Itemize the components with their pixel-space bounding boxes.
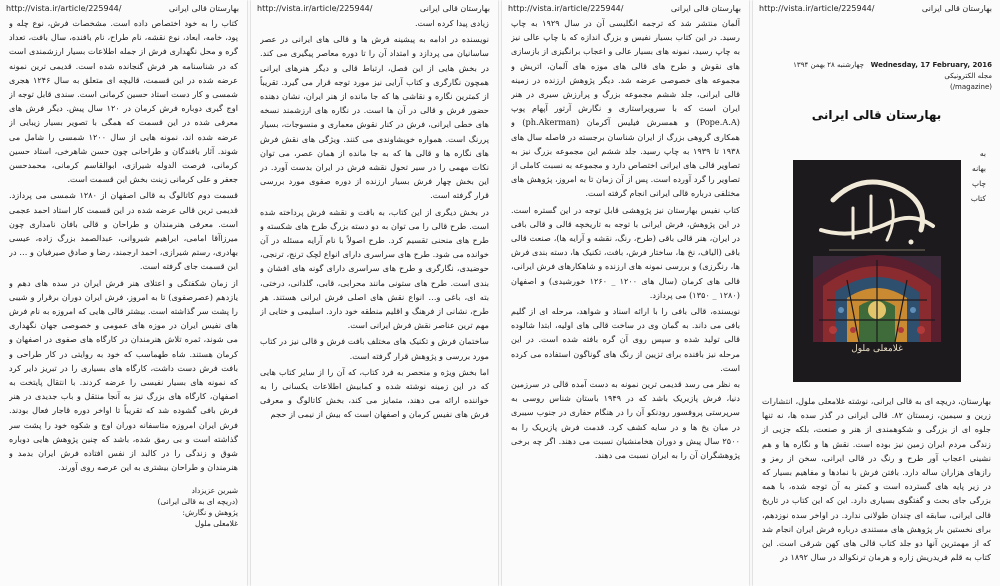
- signature-line: پژوهش و نگارش:: [182, 507, 238, 517]
- paragraph: کتاب نفیس بهارستان نیز پژوهشی قابل توجه در این گستره است. در این پژوهش، فرش ایرانی با توجه به تاریخچه قالی و قالی بافی در ایران، هنر قالی باقی (طرح، رنگ، نقشه و آرایه ها)، صنعت قالی باقی (الیاف، نخ ها، ساختار فرش، بافت، تکنیک ها، دسته بندی فرش ها، رنگرزی) و بررسی نمونه های ارزنده و شاهکارهای فرش ایرانی، قالی های کرمان (سال های ۱۲۰۰ _ ۱۲۶۰ خورشیدی) و اصفهان (۱۲۸۰ _ ۱۳۵۰) می پردازد.: [511, 204, 740, 300]
- article-text: [9, 16, 238, 582]
- paragraph: ساختمان فرش و تکنیک های مختلف بافت فرش و قالی نیز در کتاب مورد بررسی و پژوهش قرار گرفته است.: [260, 336, 489, 361]
- mosaic-pattern: [813, 255, 941, 342]
- signature-line: شیرین عزیزداد: [191, 485, 238, 495]
- tag-item[interactable]: کتاب: [970, 194, 986, 203]
- book-caption: بهارستان، دریچه ای به قالی ایرانی، نوشته غلامعلی ملول، انتشارات زرین و سیمین، زمستان ۸۲. قالی ایرانی در گذر سده ها، نه تنها جلوه ای از بزرگی و شکوهمندی از هنر و صنعت، بلکه جزیی از زندگی مردم ایران زمین نیز بوده است. نقش ها و نگاره ها و هم نشینی اعجاب آور طرح و رنگ در قالی ایرانی، سخن از رمز و رازهای هزاران ساله دارد. بافتن فرش با نمادها و مفاهیم بسیار که در زیر پایه های گسترده است و کمتر به آن توجه شده، با همه بزرگی جای بحث و گفتگوی بسیاری دارد. این که این کتاب در تاریخ قالی ایرانی، سابقه ای چندان طولانی ندارد. در اواخر سده نوزدهم، برای نخستین بار پژوهش های مستندی درباره فرش ایران انجام شد که از مهمترین آنها دو جلد کتاب قالی های کهن شرقی است. این کتاب به قلم فریدریش زاره و هرمان ترنکوالد در سال ۱۸۹۲ در: [762, 396, 991, 563]
- paragraph: نویسنده در ادامه به پیشینه فرش ها و قالی های ایرانی در عصر ساسانیان می پردازد و امتداد آن را تا دوره معاصر پیگیری می کند. در بخش هایی از این فصل، ارتباط قالی و دیگر هنرهای ایرانی همچون نگارگری و کتاب آرایی نیز مورد توجه قرار می گیرد. تقریباً از کمترین نگاره و نقاشی ها که جا مانده از هنر ایران، نشان دهنده حضور فرش و قالی در آن ها است. در نگاره های ارزشمند نسخه های خطی ایرانی، فرش در کنار نقوش معماری و منسوجات، بسیار پررنگ است. همواره خویشاوندی می کنند. ویژگی های نقش فرش های نگاره ها و قالی ها که به جا مانده از همان عصر، می توان نکات مهمی را در سیر تحول نقشه فرش در ایران بدست آورد. در این بخش چهار فرش بسیار ارزنده از دوره صفوی مورد بررسی قرار گرفته است.: [260, 34, 489, 201]
- paragraph: از زمان شکفتگی و اعتلای هنر فرش ایران در سده های دهم و یازدهم (عصرصفوی) تا به امروز، فرش ایران دوران برقرار و شیبی را پشت سر گذاشته است. بیشتر قالی هایی که امروزه به نام فرش های نفیس ایران در موزه های عمومی و خصوصی جهان نگهداری می شوند، ثمره تلاش هنرمندان در کارگاه های صفوی در اصفهان و کرمان هستند. شاه طهماسب که خود به روایتی در کار طراحی و بافت فرش دست داشت، کارگاه های بسیاری را در تبریز دایر کرد که نمونه های بسیار نفیسی را عرضه کردند. با انتقال پایتخت به اصفهان، کارگاه های بزرگ نیز به آنجا منتقل و باب جدیدی در هنر فرش بافی گشوده شد که تقریباً تا اواخر دوره قاجار فعال بودند. فرش ایران امروزه متاسفانه دوران اوج و شکوه خود را پشت سر گذاشته است و بی رمق شده، باشد که چنین پژوهش هایی دوباره شوق و زندگی را در کالبد از نفس افتاده فرش ایران بدمد و هنرمندان و طراحان بیشتری به این عرصه روی آورند.: [9, 277, 238, 473]
- page-source: بهارستان قالی ایرانی: [419, 4, 490, 13]
- article-text: [511, 16, 740, 582]
- page-url[interactable]: http://vista.ir/article/225944/: [257, 4, 373, 13]
- date-block: [761, 60, 992, 93]
- signature-block: [9, 485, 238, 529]
- paragraph: کتاب را به خود اختصاص داده است. مشخصات فرش، نوع چله و پود، خامه، ابعاد، نوع نقشه، نام طراح، نام بافنده، سال بافت، تعداد گره و محل نگهداری فرش از جمله اطلاعات بسیار ارزشمندی است که در شناسنامه هر فرش گنجانده شده است. قدیمی ترین نمونه عرضه شده در این قسمت، قالیچه ای متعلق به سال ۱۲۴۶ هجری شمسی و کار دست استاد حسین کرمانی است. سندی قابل توجه از اوج گیری دوباره فرش کرمان در ۱۲۰ سال پیش. دیگر فرش های معرفی شده در این قسمت که همگی با تصویر بسیار زیبایی از عرضه شده اند، نمونه هایی از سال ۱۲۰۰ شمسی را شامل می شوند. آثار بافندگان و طراحانی چون حسن شاهرخی، استاد حسین کرمانی، فرصت الدوله شیرازی، ابوالقاسم کرمانی، محمدحسن جعفر و علی کرمانی زینت بخش این قسمت است.: [9, 18, 238, 185]
- page-url[interactable]: http://vista.ir/article/225944/: [759, 4, 875, 13]
- article-title: بهارستان قالی ایرانی: [811, 108, 942, 122]
- article-text: [260, 16, 489, 582]
- tag-item[interactable]: به: [979, 149, 986, 158]
- page-column-4: [753, 0, 1000, 586]
- signature-line: غلامعلی ملول: [195, 518, 238, 528]
- page-url[interactable]: http://vista.ir/article/225944/: [508, 4, 624, 13]
- page-url[interactable]: http://vista.ir/article/225944/: [6, 4, 122, 13]
- page-column-2: [251, 0, 498, 586]
- paragraph: به نظر می رسد قدیمی ترین نمونه به دست آمده قالی در سرزمین دنیا، فرش پازیریک باشد که در ۱۹۴۹ باستان شناس روسی به سرپرستی پروفسور رودنکو آن را در هنگام حفاری در جنوب سیبری در میان یخ ها و در سایه کشف کرد. قدمت فرش پازیریک را به ۲۵۰۰ سال پیش و دوران هخامنشیان نسبت می دهند. اگر چه برخی پژوهشگران آن را به ایران نسبت می دهند.: [511, 379, 740, 461]
- tag-item[interactable]: چاپ: [972, 179, 986, 188]
- book-cover-image: [793, 160, 961, 382]
- paragraph: اما بخش ویژه و منحصر به فرد کتاب، که آن را از سایر کتاب هایی که در این زمینه نوشته شده و کمابیش اطلاعات یکسانی را به خواننده ارائه می دهند، متمایز می کند، بخش کاتالوگ و معرفی فرش های نفیس کرمان و اصفهان است که بیش از نیمی از حجم: [260, 366, 489, 420]
- cover-publisher: غلامعلی ملول: [851, 344, 903, 354]
- paragraph: آلمان منتشر شد که ترجمه انگلیسی آن در سال ۱۹۲۹ به چاپ رسید. در این کتاب بسیار نفیس و بزرگ اندازه که با چاپ عالی نیز به چاپ رسید، نمونه های بسیار عالی و اعجاب برانگیزی از بازسازی های نقوش و طرح های قالی های موزه های آلمان، اتریش و مجموعه های خصوصی عرضه شد. دیگر پژوهش ارزنده در زمینه قالی ایرانی، جلد ششم مجموعه بزرگ و پرارزش سیری در هنر ایران است که با سرویراستاری و نگارش آرتور آپهام پوپ (Pope.A.A) و همسرش فیلیس آکرمان (ph.Akerman) و همکاری گروهی بزرگ از ایران شناسان برجسته در فاصله سال های ۱۹۳۸ تا ۱۹۳۹ به چاپ رسید. جلد ششم این مجموعه بزرگ نیز به تصاویر قالی های ایرانی اختصاص دارد و مجموعه به نسبت کاملی از تصاویر را گرد آورده است. پس از آن زمان تا به امروز، پژوهش های مختلفی درباره قالی ایرانی انجام گرفته است.: [511, 18, 740, 199]
- page-header: [502, 4, 749, 16]
- tag-list: [971, 146, 986, 206]
- page-source: بهارستان قالی ایرانی: [670, 4, 741, 13]
- signature-line: (دریچه ای به قالی ایرانی): [157, 496, 238, 506]
- page-source: بهارستان قالی ایرانی: [168, 4, 239, 13]
- page-header: [251, 4, 498, 16]
- date-persian: چهارشنبه ۲۸ بهمن ۱۳۹۴: [793, 61, 864, 69]
- paragraph: قسمت دوم کاتالوگ به قالی اصفهان از ۱۲۸۰ شمسی می پردازد. قدیمی ترین قالی عرضه شده در این قسمت کار استاد احمد عجمی است. معرفی هنرمندان و طراحان و قالی بافان نامداری چون میرزاآقا امامی، ابراهیم شیروانی، عبدالصمد بزرگ زاده، عیسی بهادری، رستم شیرازی، احمد ارجمند، رضا و صادق صیرفیان و … در این قسمت جای گرفته است.: [9, 190, 238, 272]
- date-english: Wednesday, 17 February, 2016: [870, 61, 992, 69]
- page-source: بهارستان قالی ایرانی: [921, 4, 992, 13]
- paragraph: زیادی پیدا کرده است.: [414, 18, 489, 28]
- magazine-link[interactable]: (magazine/): [949, 83, 992, 91]
- magazine-label: مجله الکترونیکی: [944, 72, 992, 80]
- tag-item[interactable]: بهانه: [972, 164, 986, 173]
- paragraph: نویسنده، قالی بافی را با ارائه اسناد و شواهد، مرحله ای از گلیم بافی می داند. به گمان وی در ساخت قالی های اولیه، ابتدا شالوده قالی تولید شده و سپس روی آن گره بافته شده است. در این مرحله نیز بافنده برای تزیین از رنگ های گوناگون استفاده می کرده است.: [511, 306, 740, 373]
- page-header: [753, 4, 1000, 16]
- page-header: [0, 4, 247, 16]
- paragraph: در بخش دیگری از این کتاب، به بافت و نقشه فرش پرداخته شده است. طرح قالی را می توان به دو دسته بزرگ طرح های شکسته و طرح های منحنی تقسیم کرد. طرح اصولاً با نام آرایه مسئله در آن خوانده می شود. طرح های سراسری دارای انواع لچک ترنج، ترنجی، حوضیدی، نگارگری و طرح های سراسری دارای گونه های افشان و بندی است. طرح های ستونی مانند محرابی، قابی، گلدانی، درختی، بته ای، باغی و… انواع نقش های اصلی فرش ایرانی هستند. هر طرح، نشانی از فرهنگ و اقلیم منطقه خود دارد. اسلیمی و ختایی از مهم ترین عناصر نقش فرش ایرانی است.: [260, 206, 489, 331]
- page-column-1: [0, 0, 247, 586]
- page-column-3: [502, 0, 749, 586]
